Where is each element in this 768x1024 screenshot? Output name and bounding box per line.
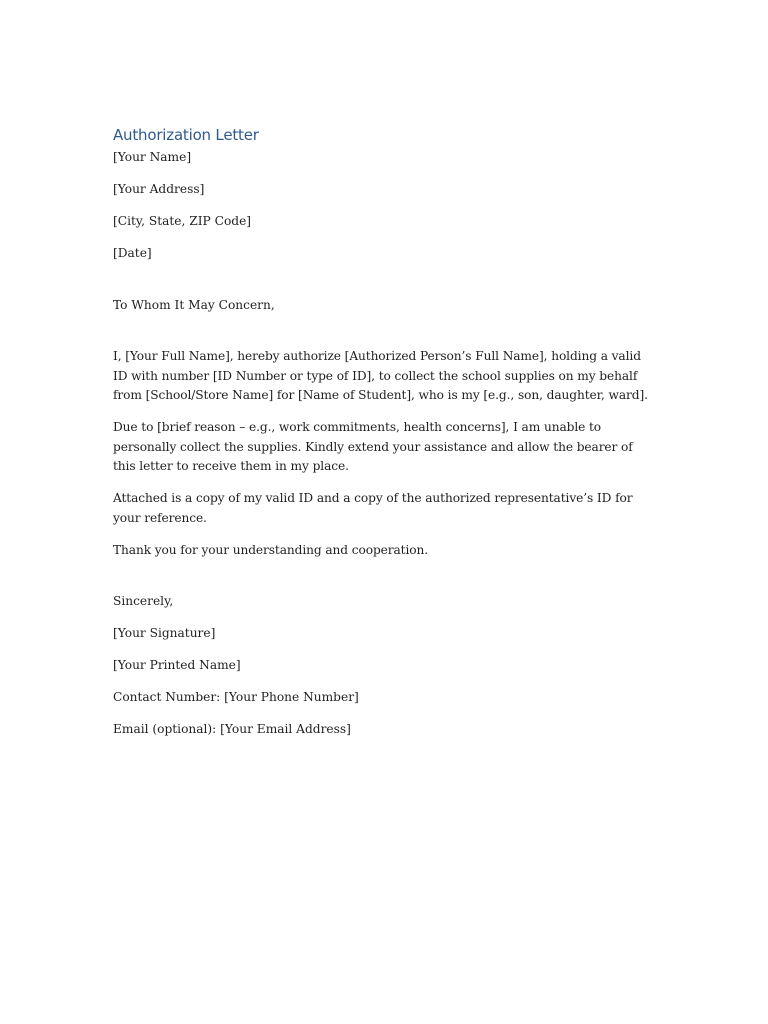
valediction: Sincerely, [113,594,174,608]
sender-city-state-zip: [City, State, ZIP Code] [113,214,252,228]
signature-placeholder: [Your Signature] [113,626,216,640]
body-paragraph-reason: Due to [brief reason – e.g., work commitments, health concerns], I am unable to personally collect the supplies. Kindly extend your assistance and allow the bearer of this letter to receive them in my place. [113,420,633,473]
sender-name: [Your Name] [113,150,192,164]
letter-title: Authorization Letter [113,126,259,144]
email-address: Email (optional): [Your Email Address] [113,722,351,736]
printed-name: [Your Printed Name] [113,658,241,672]
body-paragraph-thanks: Thank you for your understanding and cooperation. [113,542,429,557]
body-paragraph-authorization: I, [Your Full Name], hereby authorize [Authorized Person’s Full Name], holding a valid ID with number [ID Number or type of ID], to collect the school supplies on my behalf from [School/Store Name] for [Name of Student], who is my [e.g., son, daughter, ward]. [113,349,648,402]
body-paragraph-attachments: Attached is a copy of my valid ID and a copy of the authorized representative’s ID for your reference. [113,491,633,525]
letter-body [113,124,653,740]
contact-number: Contact Number: [Your Phone Number] [113,690,359,704]
salutation: To Whom It May Concern, [113,297,275,312]
letter-date: [Date] [113,246,152,260]
sender-address: [Your Address] [113,182,205,196]
